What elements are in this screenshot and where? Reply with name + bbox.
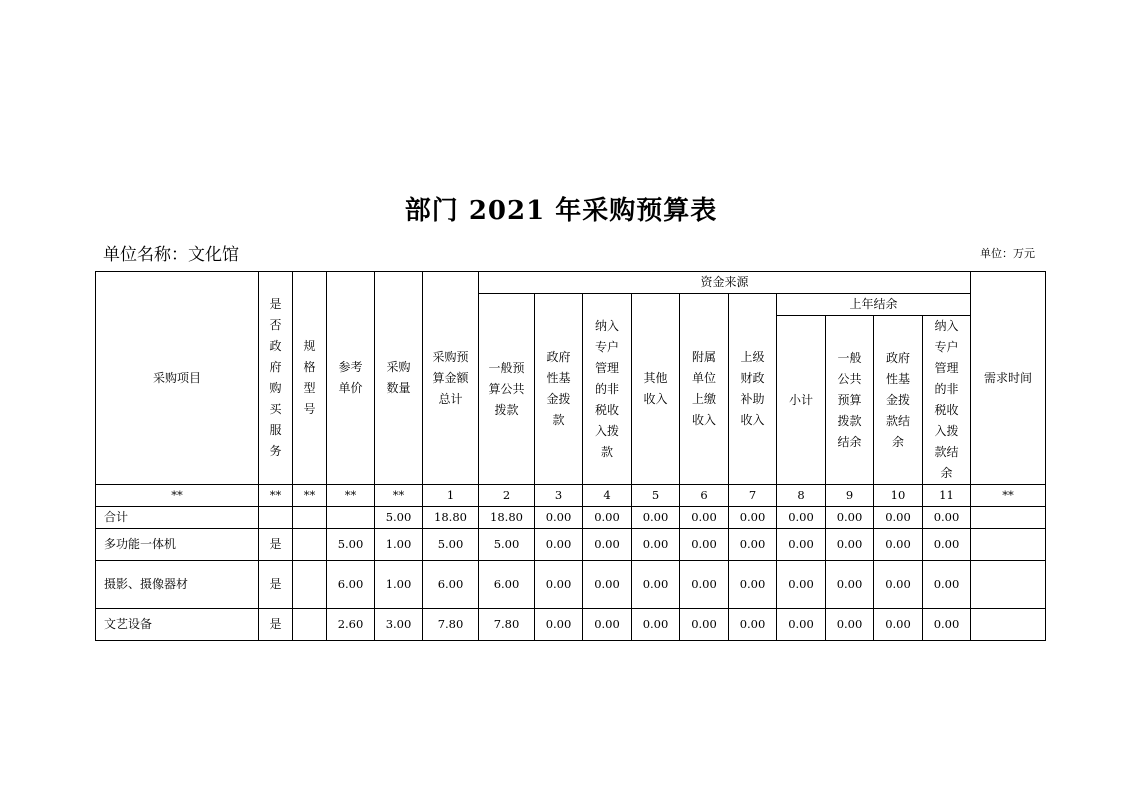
- row-value: 0.00: [583, 609, 632, 641]
- header-item: 采购项目: [96, 272, 259, 485]
- row-value: 0.00: [583, 507, 632, 529]
- row-value: 0.00: [826, 609, 874, 641]
- table-row: [96, 609, 1046, 641]
- table-row: [96, 561, 1046, 609]
- row-value: 0.00: [680, 561, 729, 609]
- row-demand-time: [971, 609, 1046, 641]
- row-item-name: 文艺设备: [96, 609, 259, 641]
- row-value: 0.00: [729, 529, 777, 561]
- header-demand-time: 需求时间: [971, 272, 1046, 485]
- row-spec: [293, 609, 327, 641]
- row-quantity: 5.00: [375, 507, 423, 529]
- header-subtotal: 小计: [777, 316, 826, 485]
- currency-unit-label: 单位：万元: [980, 247, 1035, 260]
- header-other-income: 其他 收入: [632, 294, 680, 485]
- row-item-name: 多功能一体机: [96, 529, 259, 561]
- header-special-nontax: 纳入 专户 管理 的非 税收 入拨 款: [583, 294, 632, 485]
- row-demand-time: [971, 507, 1046, 529]
- row-value: 0.00: [826, 529, 874, 561]
- row-value: 0.00: [923, 529, 971, 561]
- row-gov-purchase: [259, 507, 293, 529]
- index-cell: **: [293, 485, 327, 507]
- table-row: [96, 529, 1046, 561]
- row-value: 0.00: [729, 507, 777, 529]
- row-value: 0.00: [874, 529, 923, 561]
- index-cell: 9: [826, 485, 874, 507]
- row-value: 0.00: [729, 609, 777, 641]
- row-ref-price: [327, 507, 375, 529]
- header-quantity: 采购 数量: [375, 272, 423, 485]
- row-value: 7.80: [479, 609, 535, 641]
- row-value: 0.00: [535, 561, 583, 609]
- row-value: 0.00: [632, 529, 680, 561]
- header-superior-subsidy: 上级 财政 补助 收入: [729, 294, 777, 485]
- index-cell: 2: [479, 485, 535, 507]
- table-row: [96, 507, 1046, 529]
- row-ref-price: 6.00: [327, 561, 375, 609]
- row-spec: [293, 529, 327, 561]
- row-value: 6.00: [423, 561, 479, 609]
- row-spec: [293, 561, 327, 609]
- index-cell: 1: [423, 485, 479, 507]
- row-ref-price: 2.60: [327, 609, 375, 641]
- row-gov-purchase: 是: [259, 609, 293, 641]
- row-value: 0.00: [535, 609, 583, 641]
- row-item-name: 合计: [96, 507, 259, 529]
- row-item-name: 摄影、摄像器材: [96, 561, 259, 609]
- row-value: 0.00: [632, 507, 680, 529]
- row-value: 0.00: [632, 609, 680, 641]
- row-value: 0.00: [583, 529, 632, 561]
- header-funding-source: 资金来源: [479, 272, 971, 294]
- header-general-public: 一般预 算公共 拨款: [479, 294, 535, 485]
- index-cell: 6: [680, 485, 729, 507]
- row-value: 0.00: [777, 609, 826, 641]
- row-value: 0.00: [826, 561, 874, 609]
- index-cell: 10: [874, 485, 923, 507]
- row-value: 0.00: [923, 561, 971, 609]
- row-value: 0.00: [535, 529, 583, 561]
- row-value: 0.00: [874, 561, 923, 609]
- row-ref-price: 5.00: [327, 529, 375, 561]
- header-spec: 规 格 型 号: [293, 272, 327, 485]
- row-quantity: 1.00: [375, 529, 423, 561]
- row-gov-purchase: 是: [259, 529, 293, 561]
- row-gov-purchase: 是: [259, 561, 293, 609]
- row-value: 18.80: [423, 507, 479, 529]
- index-cell: 5: [632, 485, 680, 507]
- row-demand-time: [971, 529, 1046, 561]
- header-general-public-balance: 一般 公共 预算 拨款 结余: [826, 316, 874, 485]
- header-budget-total: 采购预 算金额 总计: [423, 272, 479, 485]
- row-value: 5.00: [479, 529, 535, 561]
- row-value: 0.00: [680, 609, 729, 641]
- row-quantity: 1.00: [375, 561, 423, 609]
- row-quantity: 3.00: [375, 609, 423, 641]
- row-value: 0.00: [777, 561, 826, 609]
- row-value: 0.00: [874, 609, 923, 641]
- row-value: 0.00: [680, 529, 729, 561]
- header-gov-fund-balance: 政府 性基 金拨 款结 余: [874, 316, 923, 485]
- header-gov-fund: 政府 性基 金拨 款: [535, 294, 583, 485]
- header-special-nontax-balance: 纳入 专户 管理 的非 税收 入拨 款结 余: [923, 316, 971, 485]
- header-affiliated: 附属 单位 上缴 收入: [680, 294, 729, 485]
- index-cell: **: [259, 485, 293, 507]
- row-value: 0.00: [777, 529, 826, 561]
- row-value: 0.00: [729, 561, 777, 609]
- index-cell: **: [327, 485, 375, 507]
- header-row-1: [96, 272, 1046, 294]
- row-value: 0.00: [923, 507, 971, 529]
- header-gov-purchase: 是 否 政 府 购 买 服 务: [259, 272, 293, 485]
- unit-name-label: 单位名称：文化馆: [103, 245, 239, 265]
- row-value: 18.80: [479, 507, 535, 529]
- row-value: 0.00: [535, 507, 583, 529]
- procurement-budget-table: [95, 271, 1046, 641]
- index-cell: 4: [583, 485, 632, 507]
- header-ref-price: 参考 单价: [327, 272, 375, 485]
- header-last-year-balance: 上年结余: [777, 294, 971, 316]
- index-cell: **: [971, 485, 1046, 507]
- row-value: 6.00: [479, 561, 535, 609]
- row-value: 0.00: [777, 507, 826, 529]
- index-cell: **: [96, 485, 259, 507]
- index-row: [96, 485, 1046, 507]
- index-cell: 3: [535, 485, 583, 507]
- index-cell: 11: [923, 485, 971, 507]
- row-value: 7.80: [423, 609, 479, 641]
- row-value: 0.00: [680, 507, 729, 529]
- row-value: 5.00: [423, 529, 479, 561]
- row-value: 0.00: [874, 507, 923, 529]
- row-value: 0.00: [923, 609, 971, 641]
- index-cell: 8: [777, 485, 826, 507]
- row-value: 0.00: [583, 561, 632, 609]
- row-value: 0.00: [632, 561, 680, 609]
- index-cell: 7: [729, 485, 777, 507]
- row-demand-time: [971, 561, 1046, 609]
- row-value: 0.00: [826, 507, 874, 529]
- row-spec: [293, 507, 327, 529]
- index-cell: **: [375, 485, 423, 507]
- page-title: 部门 2021 年采购预算表: [404, 196, 718, 226]
